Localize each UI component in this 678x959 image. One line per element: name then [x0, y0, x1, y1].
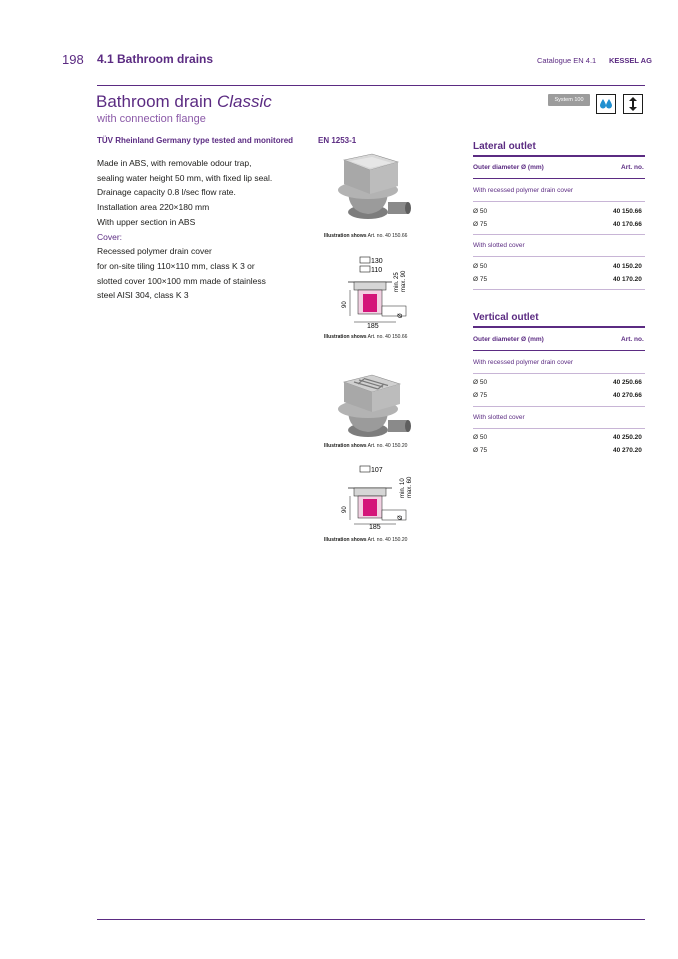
group-label: With recessed polymer drain cover [473, 187, 574, 194]
table-row-art: 40 270.20 [613, 447, 642, 454]
dim-top-outer: 107 [371, 467, 383, 474]
cover-line: slotted cover 100×100 mm made of stainless [97, 275, 266, 286]
description-line: With upper section in ABS [97, 216, 196, 227]
technical-drawing-slotted [334, 464, 424, 541]
description-line: sealing water height 50 mm, with fixed lip seal. [97, 172, 273, 183]
illustration-caption: Illustration shows Art. no. 40 150.66 [324, 334, 408, 340]
table-rule [473, 155, 645, 157]
table-row-art: 40 270.66 [613, 392, 642, 399]
product-subtitle: with connection flange [97, 113, 206, 125]
table-rule [473, 326, 645, 328]
table-rule [473, 406, 645, 407]
table-title-vertical: Vertical outlet [473, 312, 539, 323]
column-header-diameter: Outer diameter Ø (mm) [473, 336, 544, 343]
water-drops-icon [596, 94, 616, 114]
product-title: Bathroom drain Classic [96, 92, 272, 111]
table-rule [473, 289, 645, 290]
table-row-diameter: Ø 75 [473, 276, 488, 283]
table-rule [473, 428, 645, 429]
description-line: Installation area 220×180 mm [97, 202, 210, 213]
dim-right-min: min. 25 [394, 272, 400, 292]
table-row-art: 40 250.66 [613, 379, 642, 386]
table-row-diameter: Ø 75 [473, 447, 488, 454]
table-row-art: 40 170.20 [613, 276, 642, 283]
dim-top-outer: 130 [371, 258, 383, 265]
dim-right-min: min. 10 [400, 478, 406, 498]
table-row-art: 40 150.66 [613, 208, 642, 215]
table-row-art: 40 170.66 [613, 221, 642, 228]
product-photo-recessed [334, 150, 416, 235]
table-row-diameter: Ø 50 [473, 263, 488, 270]
table-row-art: 40 250.20 [613, 434, 642, 441]
table-row-diameter: Ø 50 [473, 208, 488, 215]
section-title: 4.1 Bathroom drains [97, 52, 214, 66]
cover-line: Recessed polymer drain cover [97, 246, 212, 257]
table-rule [473, 373, 645, 374]
illustration-caption: Illustration shows Art. no. 40 150.20 [324, 537, 408, 543]
system-badge: System 100 [548, 94, 590, 106]
table-rule [473, 350, 645, 351]
table-title-lateral: Lateral outlet [473, 141, 536, 152]
tested-note: TÜV Rheinland Germany type tested and monitored [97, 136, 294, 145]
dim-diameter: Ø [398, 515, 404, 520]
description-line: Drainage capacity 0.8 l/sec flow rate. [97, 187, 236, 198]
dim-right-max: max. 60 [407, 476, 413, 498]
description-line: Made in ABS, with removable odour trap, [97, 158, 252, 168]
table-rule [473, 201, 645, 202]
table-rule [473, 256, 645, 257]
technical-drawing-lateral [334, 256, 424, 337]
table-row-diameter: Ø 50 [473, 379, 488, 386]
column-header-art: Art. no. [621, 336, 644, 343]
catalogue-label: Catalogue EN 4.1 [537, 56, 597, 65]
table-rule [473, 178, 645, 179]
table-rule [473, 234, 645, 235]
illustration-caption: Illustration shows Art. no. 40 150.66 [324, 233, 408, 239]
table-row-diameter: Ø 50 [473, 434, 488, 441]
product-description [97, 156, 272, 303]
group-label: With slotted cover [473, 242, 525, 249]
dim-width: 185 [367, 323, 379, 330]
norm-label: EN 1253-1 [318, 136, 357, 145]
header-rule [97, 85, 645, 86]
up-down-arrow-icon [623, 94, 643, 114]
company-name: KESSEL AG [609, 56, 652, 65]
cover-line: steel AISI 304, class K 3 [97, 290, 189, 301]
product-photo-slotted [334, 372, 416, 451]
footer-rule [97, 919, 645, 920]
dim-top-inner: 110 [371, 267, 383, 274]
illustration-caption: Illustration shows Art. no. 40 150.20 [324, 443, 408, 449]
table-row-diameter: Ø 75 [473, 221, 488, 228]
dim-diameter: Ø [398, 313, 404, 318]
group-label: With recessed polymer drain cover [473, 359, 574, 366]
table-row-diameter: Ø 75 [473, 392, 488, 399]
page-number: 198 [62, 52, 84, 67]
dim-height: 90 [342, 506, 348, 513]
cover-line: for on-site tiling 110×110 mm, class K 3 or [97, 260, 255, 271]
cover-label: Cover: [97, 231, 123, 242]
table-row-art: 40 150.20 [613, 263, 642, 270]
dim-right-max: max. 90 [401, 270, 407, 292]
dim-width: 185 [369, 524, 381, 531]
group-label: With slotted cover [473, 414, 525, 421]
column-header-diameter: Outer diameter Ø (mm) [473, 164, 544, 171]
column-header-art: Art. no. [621, 164, 644, 171]
dim-height: 90 [342, 301, 348, 308]
